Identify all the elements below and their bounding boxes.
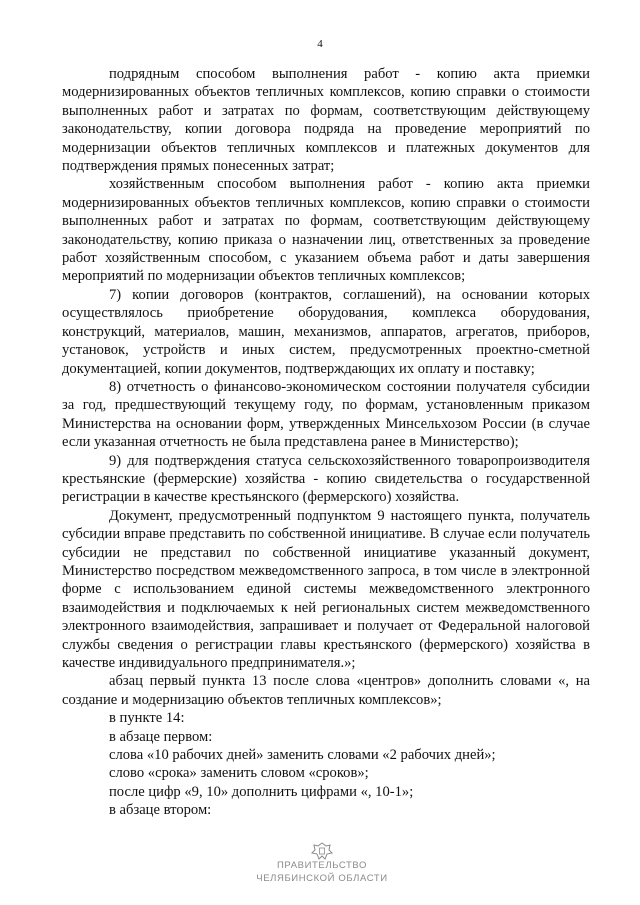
paragraph-clause-13: абзац первый пункта 13 после слова «центров» дополнить словами «, на создание и модернизацию объектов тепличных комплексов»;	[62, 673, 590, 708]
paragraph-replace-days: слова «10 рабочих дней» заменить словами «2 рабочих дней»;	[109, 747, 496, 764]
page-number: 4	[317, 38, 323, 50]
stamp-title: ПРАВИТЕЛЬСТВО	[277, 860, 367, 871]
paragraph-contract-method: подрядным способом выполнения работ - копию акта приемки модернизированных объектов тепличных комплексов, копию справки о стоимости выполненных работ и затратах по формам, соответствующим действующему законодательству, копии договора подряда на проведение мероприятий по модернизации объектов тепличных комплексов и платежных документов для подтверждения прямых понесенных затрат;	[62, 66, 590, 175]
paragraph-second-indent: в абзаце втором:	[109, 802, 212, 819]
paragraph-item-8: 8) отчетность о финансово-экономическом состоянии получателя субсидии за год, предшествующий текущему году, по формам, установленным приказом Министерства на основании форм, утвержденных Минсельхозом России (в случае если указанная отчетность не была представлена ранее в Министерство);	[62, 378, 590, 451]
paragraph-document-provision: Документ, предусмотренный подпунктом 9 настоящего пункта, получатель субсидии вправе представить по собственной инициативе. В случае если получатель субсидии не представил по собственной инициативе указанный документ, Министерство посредством межведомственного запроса, в том числе в электронной форме с использованием единой системы межведомственного электронного взаимодействия и подключаемых к ней региональных систем межведомственного электронного взаимодействия, запрашивает и получает от Федеральной налоговой службы сведения о регистрации главы крестьянского (фермерского) хозяйства в качестве индивидуального предпринимателя.»;	[62, 507, 590, 671]
coat-of-arms-icon	[307, 842, 337, 860]
paragraph-item-7: 7) копии договоров (контрактов, соглашений), на основании которых осуществлялось приобретение оборудования, комплекса оборудования, конструкций, материалов, машин, механизмов, аппаратов, агрегатов, приборов, установок, устройств и иных систем, предусмотренных проектно-сметной документацией, копии документов, подтверждающих их оплату и поставку;	[62, 286, 590, 377]
stamp-region: ЧЕЛЯБИНСКОЙ ОБЛАСТИ	[256, 873, 388, 884]
paragraph-economic-method: хозяйственным способом выполнения работ - копию акта приемки модернизированных объектов тепличных комплексов, копию справки о стоимости выполненных работ и затратах по формам, соответствующим действующему законодательству, копию приказа о назначении лиц, ответственных за проведение работ хозяйственным способом, с указанием объема работ и даты завершения мероприятий по модернизации объектов тепличных комплексов;	[62, 176, 590, 285]
paragraph-item-9: 9) для подтверждения статуса сельскохозяйственного товаропроизводителя крестьянские (фермерские) хозяйства - копию свидетельства о государственной регистрации в качестве крестьянского (фермерского) хозяйства.	[62, 452, 590, 506]
paragraph-replace-term: слово «срока» заменить словом «сроков»;	[109, 765, 369, 782]
document-body	[62, 65, 590, 820]
paragraph-add-digits: после цифр «9, 10» дополнить цифрами «, 10-1»;	[109, 783, 414, 800]
government-stamp	[252, 842, 392, 892]
paragraph-first-indent: в абзаце первом:	[109, 728, 213, 745]
paragraph-clause-14: в пункте 14:	[109, 710, 185, 727]
